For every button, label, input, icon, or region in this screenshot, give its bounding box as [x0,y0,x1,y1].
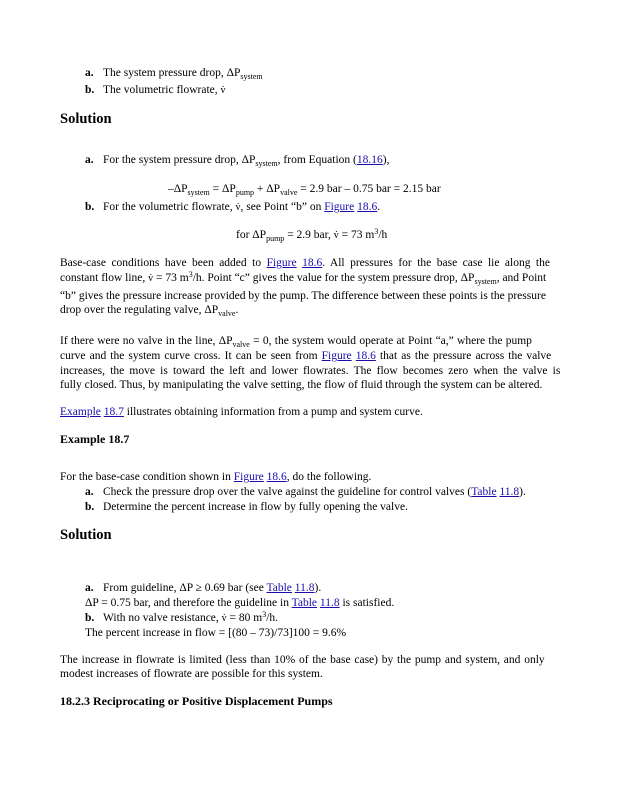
figure-number-link[interactable]: 18.6 [302,257,323,269]
paragraph-line: If there were no valve in the line, $\Delta P_{valve} = 0$, the system would operate at Point “a,” where the pump [60,335,532,349]
paragraph-line: Example 18.7 illustrates obtaining information from a pump and system curve. [60,406,423,418]
solution-item-a: a. For the system pressure drop, $\Delta P_{system}$, from Equation (18.16), [85,154,390,168]
example-heading: Example 18.7 [60,432,130,446]
example-intro: For the base-case condition shown in Figure 18.6, do the following. [60,471,372,483]
solution-item-b: b. With no valve resistance, v̇ = 80 $m^3/h$. [85,610,279,624]
paragraph-line: The increase in flowrate is limited (less than 10% of the base case) by the pump and system, and only [60,654,545,666]
equation-link[interactable]: 18.16 [356,154,383,166]
figure-link[interactable]: Figure [321,350,352,362]
paragraph-line: modest increases of flowrate are possible for this system. [60,668,323,680]
solution-heading: Solution [60,111,112,127]
figure-number-link[interactable]: 18.6 [266,471,287,483]
figure-number-link[interactable]: 18.6 [355,350,376,362]
example-link[interactable]: Example [60,406,101,418]
figure-link[interactable]: Figure [266,257,297,269]
example-item-b: b. Determine the percent increase in flow by fully opening the valve. [85,501,408,513]
table-number-link[interactable]: 11.8 [319,597,340,609]
solution-item-b: b. For the volumetric flowrate, v̇, see Point “b” on Figure 18.6. [85,201,381,213]
table-number-link[interactable]: 11.8 [499,486,520,498]
paragraph-line: “b” gives the pressure increase provided by the pump. The difference between these points is the pressure [60,290,546,302]
paragraph-line: curve and the system curve cross. It can be seen from Figure 18.6 that as the pressure across the valve [60,350,552,362]
paragraph-line: constant flow line, v̇ = 73 $m^3/h$. Point “c” gives the value for the system pressure drop, $\Delta P_{system}$, and Point [60,270,547,286]
solution-heading: Solution [60,527,112,543]
paragraph-line: increases, the move is toward the left and lower flowrates. The flow becomes zero when the valve is [60,365,561,377]
paragraph-line: fully closed. Thus, by manipulating the valve setting, the flow of fluid through the system can be altered. [60,379,543,391]
figure-link[interactable]: Figure [233,471,264,483]
figure-number-link[interactable]: 18.6 [357,201,378,213]
example-number-link[interactable]: 18.7 [103,406,124,418]
list-marker: b. [85,84,95,96]
solution-item-a: a. From guideline, ΔP ≥ 0.69 bar (see Table 11.8). [85,582,322,594]
find-item-a: a. The system pressure drop, $\Delta P_{system}$ [85,67,263,81]
find-item-b: b. The volumetric flowrate, v̇ [85,84,226,96]
table-number-link[interactable]: 11.8 [294,582,315,594]
equation-pressure-drop: $-\Delta P_{system} = \Delta P_{pump} + \Delta P_{valve} = 2.9$ bar – 0.75 bar = 2.15 bar [168,183,441,197]
paragraph-line: drop over the regulating valve, $\Delta P_{valve}$. [60,304,239,318]
example-item-a: a. Check the pressure drop over the valve against the guideline for control valves (Table 11.8). [85,486,526,498]
section-heading: 18.2.3 Reciprocating or Positive Displacement Pumps [60,694,333,708]
table-link[interactable]: Table [471,486,497,498]
list-marker: a. [85,67,94,79]
paragraph-line: Base-case conditions have been added to Figure 18.6. All pressures for the base case lie along the [60,257,550,269]
solution-item-a-continued: ΔP = 0.75 bar, and therefore the guideline in Table 11.8 is satisfied. [85,597,395,609]
figure-link[interactable]: Figure [324,201,355,213]
equation-flowrate: for $\Delta P_{pump} = 2.9$ bar, v̇ = 73 $m^3/h$ [236,227,388,243]
table-link[interactable]: Table [266,582,292,594]
flowrate-symbol: v̇ [220,85,226,96]
table-link[interactable]: Table [291,597,318,609]
solution-item-b-continued: The percent increase in flow = [(80 – 73)/73]100 = 9.6% [85,627,347,639]
